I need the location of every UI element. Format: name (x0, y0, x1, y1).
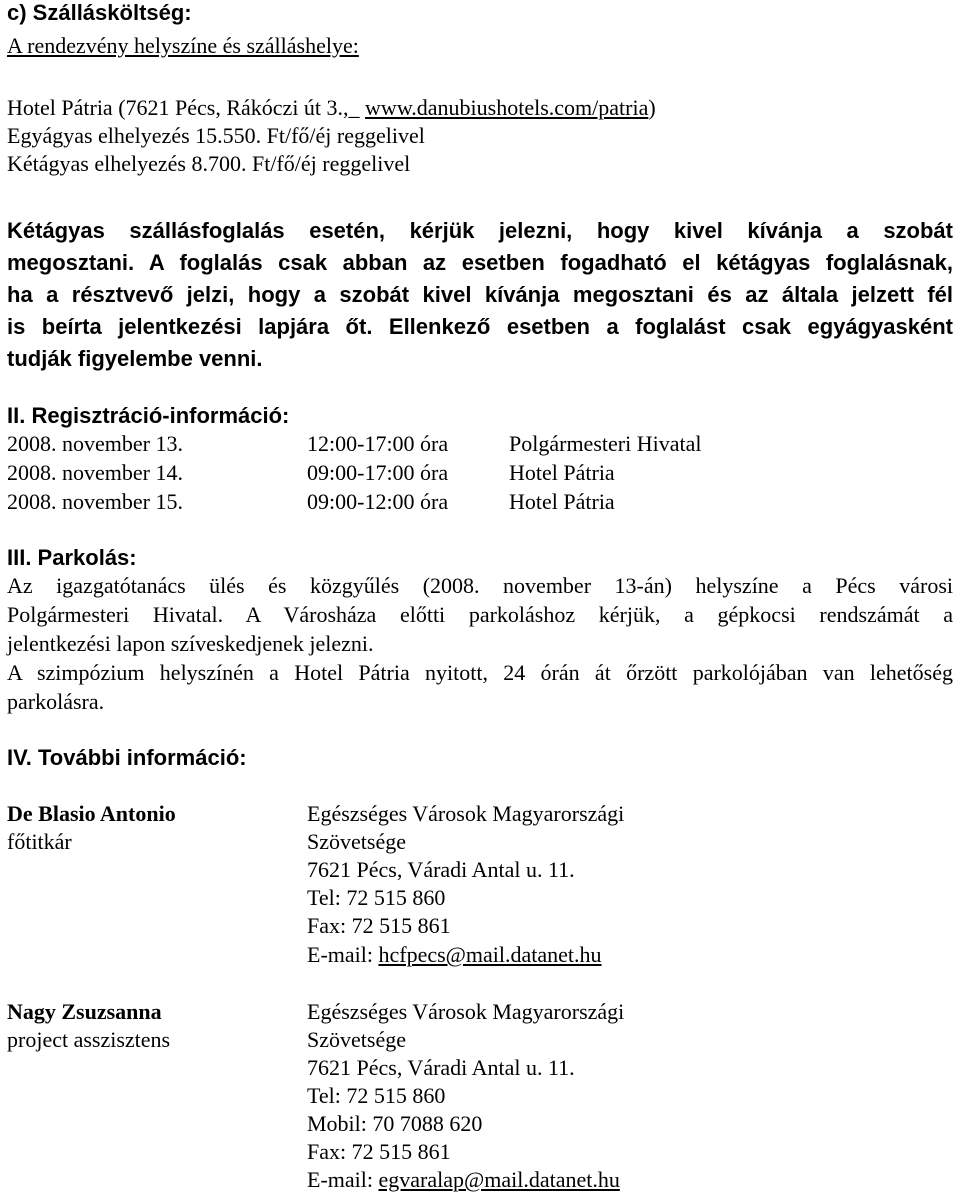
hotel-address-close: ) (648, 95, 656, 120)
registration-place: Hotel Pátria (509, 489, 615, 514)
notice-line: ha a résztvevő jelzi, hogy a szobát kivel kívánja megosztani és az általa jelzett fél (7, 282, 953, 307)
contact-name: De Blasio Antonio (7, 801, 176, 826)
contact-phone: Tel: 72 515 860 (307, 1083, 446, 1108)
hotel-website-link[interactable]: www.danubiushotels.com/patria (365, 95, 649, 120)
contact-address: 7621 Pécs, Váradi Antal u. 11. (307, 1055, 575, 1080)
single-room-price: Egyágyas elhelyezés 15.550. Ft/fő/éj reggelivel (7, 123, 425, 148)
notice-line: Kétágyas szállásfoglalás esetén, kérjük jelezni, hogy kivel kívánja a szobát (7, 218, 953, 243)
venue-label: A rendezvény helyszíne és szálláshelye: (7, 33, 359, 58)
contact-mobile: Mobil: 70 7088 620 (307, 1111, 483, 1136)
contact-email-link[interactable]: egvaralap@mail.datanet.hu (378, 1167, 620, 1192)
notice-line: megosztani. A foglalás csak abban az esetben fogadható el kétágyas foglalásnak, (7, 250, 953, 275)
parking-text-line: parkolásra. (7, 689, 105, 714)
parking-text-line: jelentkezési lapon szíveskedjenek jelezni. (7, 631, 374, 656)
registration-date: 2008. november 13. (7, 431, 183, 456)
registration-date: 2008. november 15. (7, 489, 183, 514)
registration-heading: II. Regisztráció-információ: (7, 403, 290, 428)
parking-text-line: Az igazgatótanács ülés és közgyűlés (2008. november 13-án) helyszíne a Pécs városi (7, 573, 953, 598)
contact-role: project asszisztens (7, 1027, 171, 1052)
double-room-price: Kétágyas elhelyezés 8.700. Ft/fő/éj reggelivel (7, 151, 411, 176)
contact-organization-cont: Szövetsége (307, 1027, 406, 1052)
registration-place: Polgármesteri Hivatal (509, 431, 702, 456)
contact-email-link[interactable]: hcfpecs@mail.datanet.hu (378, 942, 602, 967)
contact-name: Nagy Zsuzsanna (7, 999, 162, 1024)
contact-fax: Fax: 72 515 861 (307, 1139, 451, 1164)
contact-organization: Egészséges Városok Magyarországi (307, 801, 625, 826)
contact-phone: Tel: 72 515 860 (307, 885, 446, 910)
accommodation-heading: c) Szállásköltség: (7, 0, 192, 25)
contact-organization: Egészséges Városok Magyarországi (307, 999, 625, 1024)
notice-line: is beírta jelentkezési lapjára őt. Ellenkező esetben a foglalást csak egyágyasként (7, 314, 953, 339)
contact-email-label: E-mail: (307, 942, 379, 967)
contact-email-line (307, 1167, 620, 1193)
registration-place: Hotel Pátria (509, 460, 615, 485)
contact-role: főtitkár (7, 829, 72, 854)
registration-time: 12:00-17:00 óra (307, 431, 449, 456)
parking-heading: III. Parkolás: (7, 545, 137, 570)
contact-email-line (307, 942, 602, 968)
contact-email-label: E-mail: (307, 1167, 379, 1192)
parking-text-line: Polgármesteri Hivatal. A Városháza előtti parkoláshoz kérjük, a gépkocsi rendszámát a (7, 602, 953, 627)
further-info-heading: IV. További információ: (7, 745, 247, 770)
notice-line: tudják figyelembe venni. (7, 346, 263, 371)
contact-address: 7621 Pécs, Váradi Antal u. 11. (307, 857, 575, 882)
parking-text-line: A szimpózium helyszínén a Hotel Pátria nyitott, 24 órán át őrzött parkolójában van lehetőség (7, 660, 953, 685)
hotel-address-text: Hotel Pátria (7621 Pécs, Rákóczi út 3.,_ (7, 95, 366, 120)
contact-organization-cont: Szövetsége (307, 829, 406, 854)
contact-fax: Fax: 72 515 861 (307, 913, 451, 938)
registration-time: 09:00-17:00 óra (307, 460, 449, 485)
registration-date: 2008. november 14. (7, 460, 183, 485)
registration-time: 09:00-12:00 óra (307, 489, 449, 514)
hotel-info-line (7, 95, 656, 121)
